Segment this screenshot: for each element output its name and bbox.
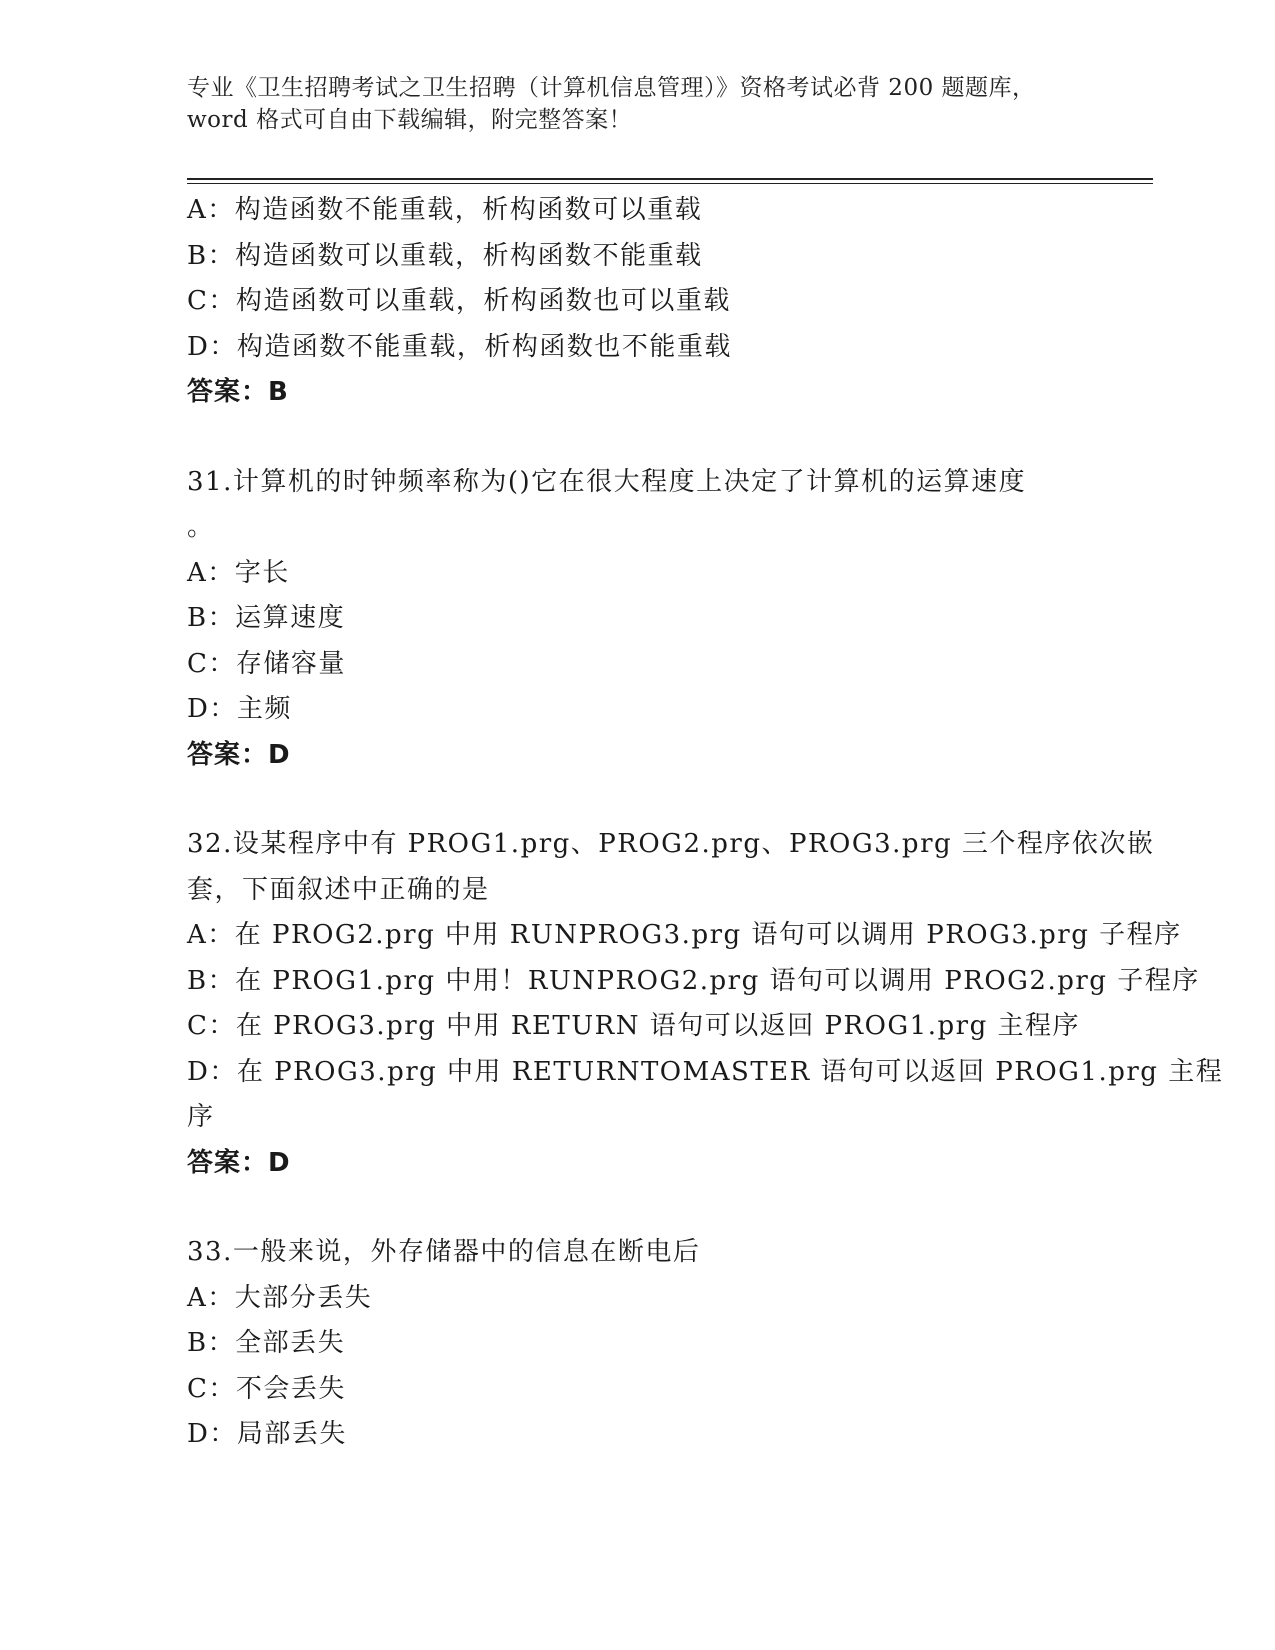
option-d: D：局部丢失 xyxy=(187,1419,347,1449)
question-stem-line-1: 33.一般来说，外存储器中的信息在断电后 xyxy=(187,1237,701,1267)
question-list xyxy=(187,188,1224,1458)
question-32 xyxy=(187,822,1224,1186)
option-c: C：构造函数可以重载，析构函数也可以重载 xyxy=(187,286,731,316)
option-d: D：构造函数不能重载，析构函数也不能重载 xyxy=(187,331,732,362)
option-c: C：在 PROG3.prg 中用 RETURN 语句可以返回 PROG1.prg 主程序 xyxy=(187,1011,1080,1041)
option-b: B：全部丢失 xyxy=(187,1328,346,1358)
spacer xyxy=(187,1186,1087,1230)
option-d: D：主频 xyxy=(187,694,292,724)
option-d-continued: 序 xyxy=(187,1102,215,1132)
spacer xyxy=(187,778,1087,822)
option-b: B：在 PROG1.prg 中用！RUNPROG2.prg 语句可以调用 PROG2.prg 子程序 xyxy=(187,965,1200,996)
option-a: A：在 PROG2.prg 中用 RUNPROG3.prg 语句可以调用 PROG3.prg 子程序 xyxy=(187,920,1182,950)
answer-line: 答案：B xyxy=(187,377,289,407)
question-30 xyxy=(187,188,1087,416)
question-stem-line-1: 32.设某程序中有 PROG1.prg、PROG2.prg、PROG3.prg 三个程序依次嵌 xyxy=(187,829,1155,859)
question-stem-line-2: 套，下面叙述中正确的是 xyxy=(187,874,490,905)
document-header xyxy=(187,72,1087,136)
header-divider-thin xyxy=(187,183,1153,184)
header-divider-thick xyxy=(187,178,1153,180)
option-b: B：构造函数可以重载，析构函数不能重载 xyxy=(187,240,703,271)
header-line-2: word 格式可自由下载编辑，附完整答案！ xyxy=(187,107,633,133)
answer-line: 答案：D xyxy=(187,739,291,770)
question-31 xyxy=(187,460,1087,779)
option-a: A：大部分丢失 xyxy=(187,1282,373,1313)
question-stem-line-1: 31.计算机的时钟频率称为()它在很大程度上决定了计算机的运算速度 xyxy=(187,466,1027,497)
option-c: C：不会丢失 xyxy=(187,1373,346,1404)
answer-line: 答案：D xyxy=(187,1147,291,1178)
option-a: A：构造函数不能重载，析构函数可以重载 xyxy=(187,195,703,225)
option-c: C：存储容量 xyxy=(187,648,346,679)
question-stem-line-2: 。 xyxy=(187,512,215,542)
spacer xyxy=(187,416,1087,460)
option-a: A：字长 xyxy=(187,557,290,588)
option-d: D：在 PROG3.prg 中用 RETURNTOMASTER 语句可以返回 PROG1.prg 主程 xyxy=(187,1056,1224,1087)
option-b: B：运算速度 xyxy=(187,603,346,633)
header-line-1: 专业《卫生招聘考试之卫生招聘（计算机信息管理）》资格考试必背 200 题题库， xyxy=(187,75,1036,101)
question-33 xyxy=(187,1230,1087,1458)
